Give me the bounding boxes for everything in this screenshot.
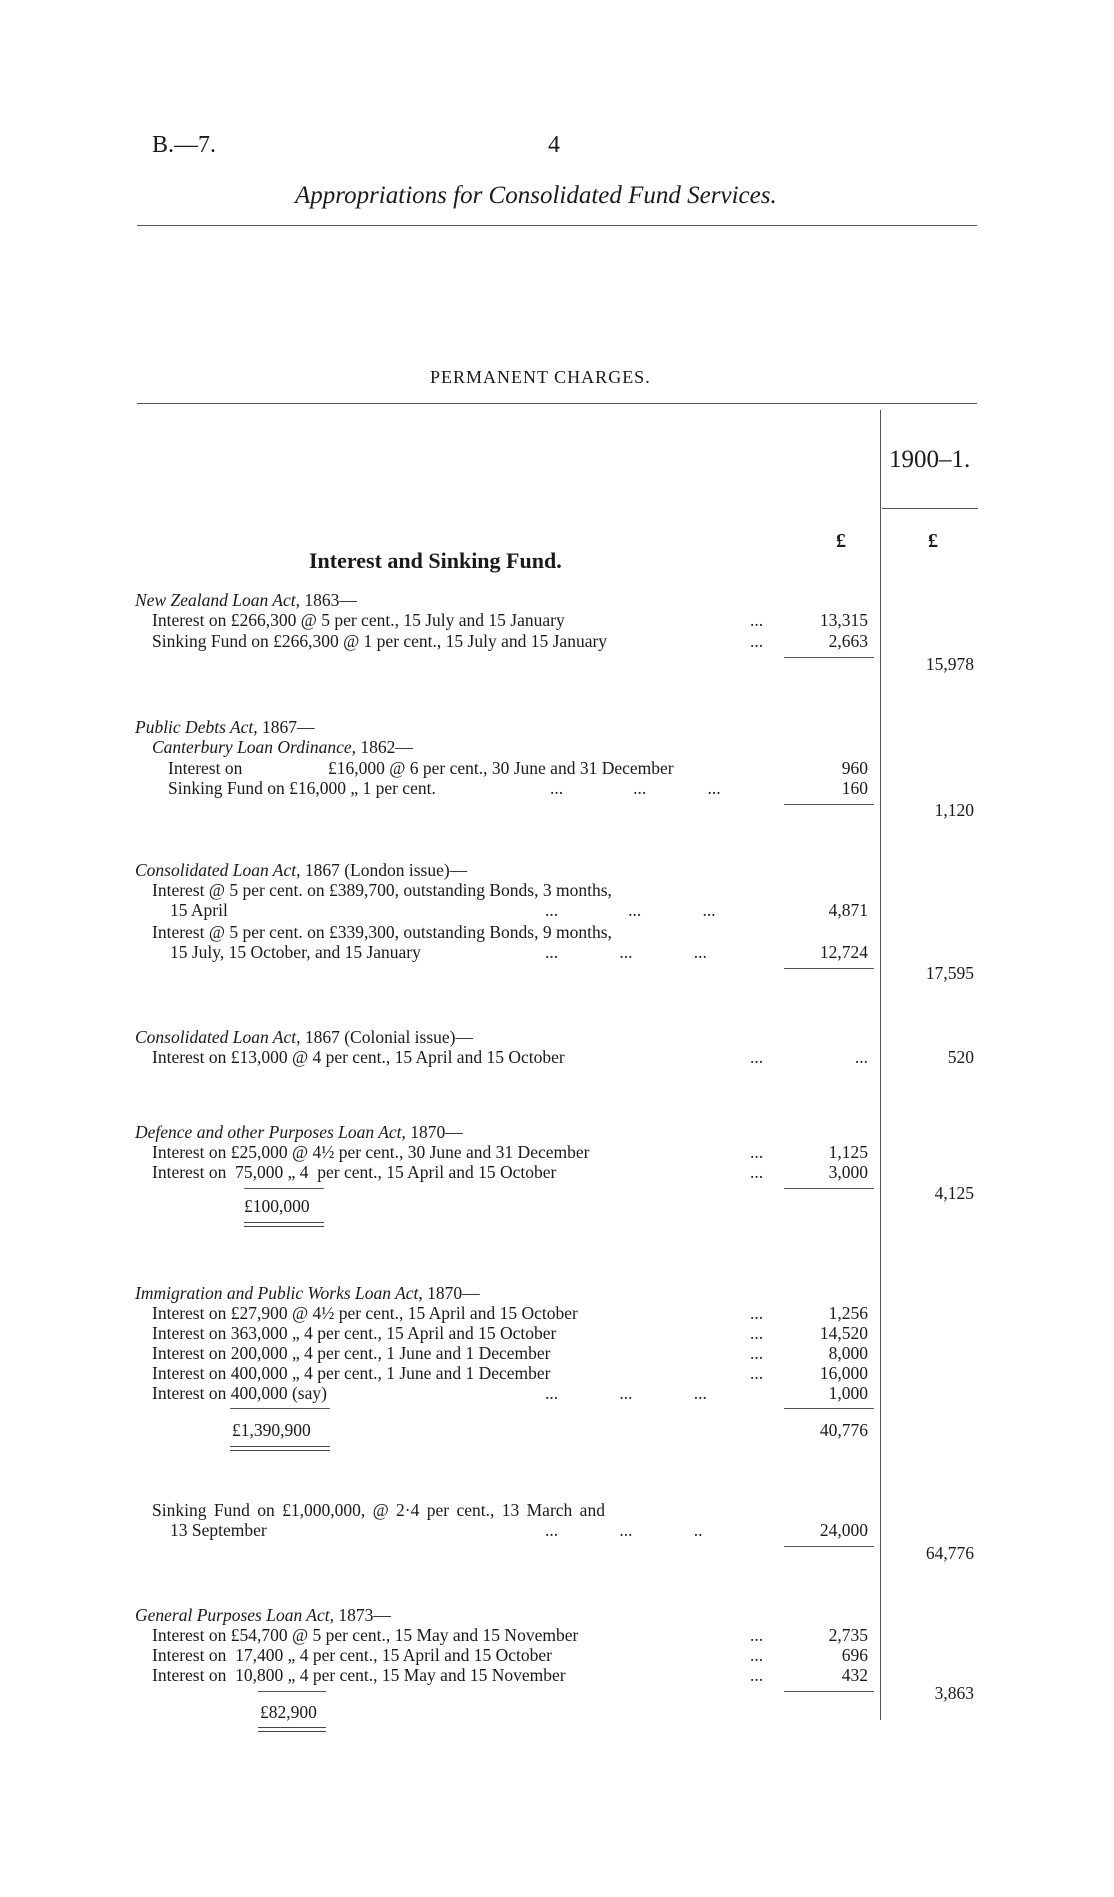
line-item: Interest on 75,000 „ 4 per cent., 15 April and 15 October (152, 1162, 557, 1182)
leader-dots: ... (750, 1162, 764, 1182)
sum-double-rule (258, 1727, 326, 1732)
line-item: £16,000 @ 6 per cent., 30 June and 31 December (328, 758, 674, 778)
amount: 14,520 (819, 1323, 868, 1343)
amount: 13,315 (819, 610, 868, 630)
sum-double-rule (230, 1446, 330, 1451)
table-heading: Interest and Sinking Fund. (309, 548, 562, 573)
subtotal-amount: 40,776 (819, 1420, 868, 1440)
act-title: New Zealand Loan Act, 1863— (135, 590, 357, 610)
sum-double-rule (244, 1222, 324, 1227)
amount: 160 (841, 778, 868, 798)
leader-dots: ... (750, 1645, 764, 1665)
year-rule (882, 508, 978, 509)
amount: 1,000 (828, 1383, 868, 1403)
section-title: PERMANENT CHARGES. (430, 367, 651, 387)
total-amount: 64,776 (925, 1543, 974, 1563)
leader-dots: ... (750, 1343, 764, 1363)
act-title: Public Debts Act, 1867— (135, 717, 315, 737)
total-currency: £ (928, 530, 938, 552)
page-number: 4 (548, 132, 560, 158)
amount: 8,000 (828, 1343, 868, 1363)
subtotal-rule (784, 804, 874, 805)
line-item: Interest on 400,000 (say) (152, 1383, 327, 1403)
total-amount: 520 (947, 1047, 974, 1067)
leader-dots: ... (750, 1625, 764, 1645)
sub-act-title: Canterbury Loan Ordinance, 1862— (152, 737, 413, 757)
amount: 3,000 (828, 1162, 868, 1182)
leader-dots: ... ... ... (550, 778, 721, 798)
line-item: Interest on £54,700 @ 5 per cent., 15 May and 15 November (152, 1625, 579, 1645)
act-title: Consolidated Loan Act, 1867 (Colonial issue)— (135, 1027, 474, 1047)
leader-dots: ... ... ... (545, 1383, 707, 1403)
year-heading: 1900–1. (889, 446, 971, 473)
line-item: Interest on 10,800 „ 4 per cent., 15 May and 15 November (152, 1665, 566, 1685)
line-item: Interest on 17,400 „ 4 per cent., 15 April and 15 October (152, 1645, 552, 1665)
line-item: Interest on £27,900 @ 4½ per cent., 15 April and 15 October (152, 1303, 578, 1323)
line-item: Sinking Fund on £266,300 @ 1 per cent., 15 July and 15 January (152, 631, 608, 651)
line-item: Interest on £266,300 @ 5 per cent., 15 July and 15 January (152, 610, 565, 630)
line-item: 13 September (170, 1520, 267, 1540)
line-item: Interest on (168, 758, 243, 778)
column-divider (880, 410, 881, 1720)
line-item: Interest on 400,000 „ 4 per cent., 1 June and 1 December (152, 1363, 551, 1383)
subtotal-rule (784, 968, 874, 969)
leader-dots: ... (750, 1323, 764, 1343)
amount: 1,256 (828, 1303, 868, 1323)
leader-dots: ... ... .. (545, 1520, 703, 1540)
loan-sum: £82,900 (260, 1702, 317, 1722)
sum-rule (230, 1408, 330, 1409)
document-code: B.—7. (152, 132, 217, 158)
loan-sum: £1,390,900 (232, 1420, 311, 1440)
amount: 2,663 (828, 631, 868, 651)
leader-dots: ... (750, 1363, 764, 1383)
act-title: Defence and other Purposes Loan Act, 1870— (135, 1122, 463, 1142)
amount: 12,724 (819, 942, 868, 962)
amount: 2,735 (828, 1625, 868, 1645)
subtotal-rule (784, 657, 874, 658)
leader-dots: ... (750, 1142, 764, 1162)
act-title: Consolidated Loan Act, 1867 (London issue)— (135, 860, 468, 880)
amount: 1,125 (828, 1142, 868, 1162)
amount: 24,000 (819, 1520, 868, 1540)
total-amount: 3,863 (934, 1683, 974, 1703)
leader-dots: ... (750, 1303, 764, 1323)
amount: 4,871 (828, 900, 868, 920)
line-item: Interest on 200,000 „ 4 per cent., 1 June and 1 December (152, 1343, 551, 1363)
leader-dots: ... ... ... (545, 942, 707, 962)
subtotal-rule (784, 1691, 874, 1692)
line-item: Sinking Fund on £16,000 „ 1 per cent. (168, 778, 436, 798)
subtotal-rule (784, 1188, 874, 1189)
total-amount: 1,120 (934, 800, 974, 820)
line-item: Interest on £13,000 @ 4 per cent., 15 April and 15 October (152, 1047, 565, 1067)
amount: 960 (841, 758, 868, 778)
line-item: Sinking Fund on £1,000,000, @ 2·4 per cent., 13 March and (152, 1500, 605, 1520)
subtotal-rule (784, 1408, 874, 1409)
leader-dots: ... (750, 631, 764, 651)
leader-dots: ... (750, 1047, 764, 1067)
act-title: Immigration and Public Works Loan Act, 1870— (135, 1283, 480, 1303)
total-amount: 17,595 (925, 963, 974, 983)
loan-sum: £100,000 (244, 1196, 310, 1216)
line-item: Interest @ 5 per cent. on £389,700, outstanding Bonds, 3 months, (152, 880, 612, 900)
subtotal-rule (784, 1546, 874, 1547)
amount: 696 (841, 1645, 868, 1665)
amount: 432 (841, 1665, 868, 1685)
act-title: General Purposes Loan Act, 1873— (135, 1605, 391, 1625)
header-rule (137, 225, 977, 226)
leader-dots: ... (750, 1665, 764, 1685)
detail-currency: £ (836, 530, 846, 552)
line-item: Interest @ 5 per cent. on £339,300, outstanding Bonds, 9 months, (152, 922, 612, 942)
leader-dots: ... (750, 610, 764, 630)
page-title: Appropriations for Consolidated Fund Services. (295, 182, 777, 209)
line-item: Interest on 363,000 „ 4 per cent., 15 April and 15 October (152, 1323, 557, 1343)
section-rule (137, 403, 977, 404)
total-amount: 4,125 (934, 1183, 974, 1203)
leader-dots: ... ... ... (545, 900, 716, 920)
line-item: 15 July, 15 October, and 15 January (170, 942, 421, 962)
line-item: 15 April (170, 900, 228, 920)
sum-rule (258, 1691, 326, 1692)
amount: ... (854, 1047, 868, 1067)
total-amount: 15,978 (925, 654, 974, 674)
sum-rule (244, 1188, 324, 1189)
line-item: Interest on £25,000 @ 4½ per cent., 30 June and 31 December (152, 1142, 590, 1162)
amount: 16,000 (819, 1363, 868, 1383)
